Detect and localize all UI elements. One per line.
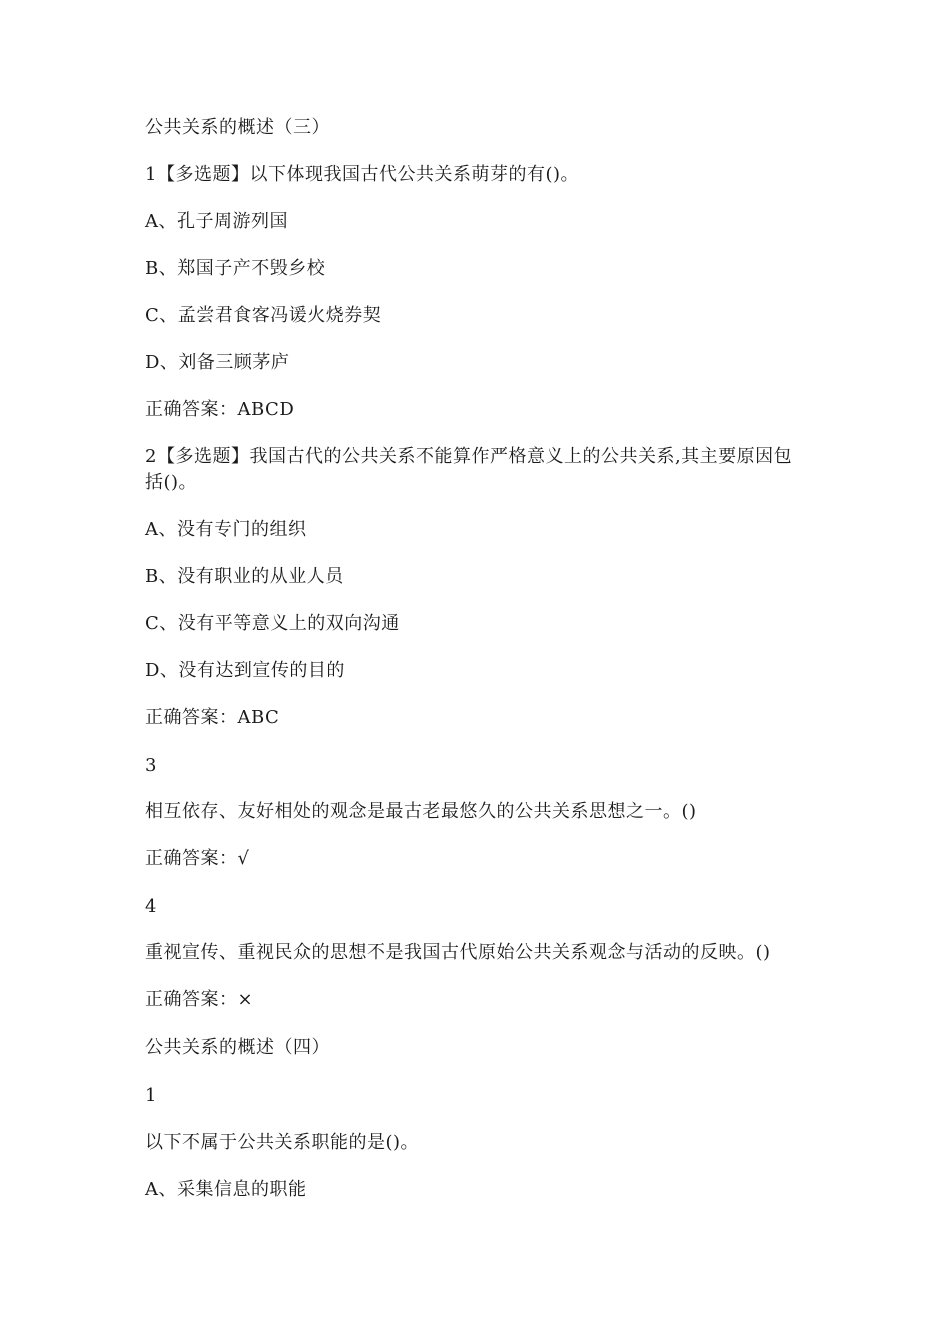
- question-stem: 相互依存、友好相处的观念是最古老最悠久的公共关系思想之一。(): [145, 801, 697, 822]
- question-stem: 2【多选题】我国古代的公共关系不能算作严格意义上的公共关系,其主要原因包括()。: [145, 446, 793, 493]
- option-a: A、孔子周游列国: [145, 211, 288, 232]
- option-b: B、郑国子产不毁乡校: [145, 258, 326, 279]
- option-c: C、没有平等意义上的双向沟通: [145, 613, 400, 634]
- correct-answer: 正确答案：√: [145, 848, 250, 869]
- question-number: 4: [145, 896, 157, 917]
- option-c: C、孟尝君食客冯谖火烧券契: [145, 305, 382, 326]
- question-number: 3: [145, 755, 157, 776]
- option-a: A、没有专门的组织: [145, 519, 307, 540]
- correct-answer: 正确答案：ABC: [145, 707, 280, 728]
- correct-answer: 正确答案：×: [145, 989, 254, 1010]
- question-number: 1: [145, 1085, 157, 1106]
- section-title: 公共关系的概述（三）: [145, 117, 330, 138]
- question-stem: 1【多选题】以下体现我国古代公共关系萌芽的有()。: [145, 164, 579, 185]
- section-title: 公共关系的概述（四）: [145, 1037, 330, 1058]
- option-d: D、刘备三顾茅庐: [145, 352, 290, 373]
- question-stem: 以下不属于公共关系职能的是()。: [145, 1132, 420, 1153]
- question-stem: 重视宣传、重视民众的思想不是我国古代原始公共关系观念与活动的反映。(): [145, 942, 771, 963]
- option-b: B、没有职业的从业人员: [145, 566, 344, 587]
- option-a: A、采集信息的职能: [145, 1179, 307, 1200]
- option-d: D、没有达到宣传的目的: [145, 660, 345, 681]
- correct-answer: 正确答案：ABCD: [145, 399, 295, 420]
